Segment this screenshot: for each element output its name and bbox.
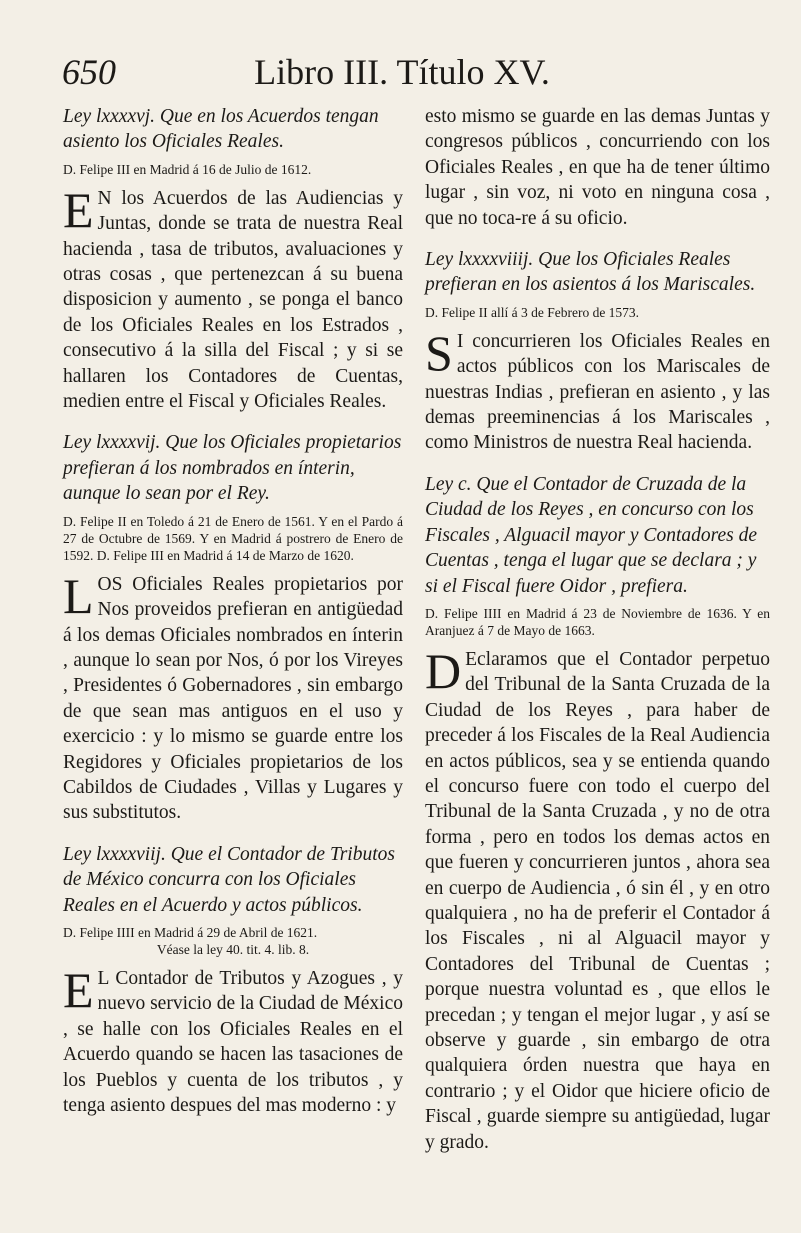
law-body: OS Oficiales Reales propietarios por Nos proveidos prefieran en antigüedad á los demas Oficiales nombrados en ínterin , aunque lo sean por Nos, ó por los Vireyes , Presidentes ó Gobernadores , sin embargo de que sean mas antiguos en el uso y exercicio : y lo mismo se guarde entre los Regidores y Oficiales propietarios de los Cabildos de Ciudades , Villas y Lugares y sus substitutos. (63, 573, 403, 824)
law-source: D. Felipe II allí á 3 de Febrero de 1573. (425, 304, 640, 320)
law-title: Ley lxxxxvij. Que los Oficiales propietarios prefieran á los nombrados en ínterin, aunque lo sean por el Rey. (63, 432, 402, 505)
drop-cap: D (425, 642, 462, 699)
continuation-text: esto mismo se guarde en las demas Juntas y congresos públicos , concurriendo con los Oficiales Reales , en que ha de tener último lugar , sin voz, ni voto en ninguna cosa , que no toca-re á su oficio. (425, 106, 770, 229)
drop-cap: E (63, 961, 94, 1018)
law-source-line: D. Felipe IIII en Madrid á 29 de Abril de 1621. (63, 924, 318, 940)
page-header (62, 48, 742, 96)
law-text (425, 642, 770, 1155)
law-text (63, 961, 403, 1118)
law-source (63, 924, 403, 958)
cross-reference: Véase la ley 40. tit. 4. lib. 8. (156, 941, 310, 957)
drop-cap: S (425, 324, 453, 381)
law-title: Ley lxxxxvj. Que en los Acuerdos tengan asiento los Oficiales Reales. (63, 106, 379, 153)
law-source: D. Felipe III en Madrid á 16 de Julio de 1612. (63, 161, 312, 177)
law-title: Ley lxxxxviij. Que el Contador de Tributos de México concurra con los Oficiales Reales en el Acuerdo y actos públicos. (63, 843, 395, 916)
law-body: N los Acuerdos de las Audiencias y Juntas, donde se trata de nuestra Real hacienda , tasa de tributos, avaluaciones y otras cosas , que pertenezcan á su buena disposicion y aumento , se ponga el banco de los Oficiales Reales en los Estrados , consecutivo á la silla del Fiscal ; y si se hallaren los Contadores de Cuentas, medien entre el Fiscal y Oficiales Reales. (63, 187, 403, 413)
law-text (63, 567, 403, 826)
drop-cap: L (63, 567, 94, 624)
left-column (63, 104, 403, 1134)
law-body: Eclaramos que el Contador perpetuo del Tribunal de la Santa Cruzada de la Ciudad de los Reyes , para haber de preceder á los Fiscales de la Real Audiencia en actos públicos, sea y se entienda quando el concurso fuere con todo el cuerpo del Tribunal de la Santa Cruzada , y no de otra forma , pero en todos los demas actos en que fueren y concurrieren juntos , ahora sea en cuerpo de Audiencia , ó sin él , y en otro qualquiera , no ha de preferir el Contador á los Fiscales , ni al Alguacil mayor y Contadores del Tribunal de Cuentas ; porque nuestra voluntad es , que ellos le precedan ; y tengan el mejor lugar , y así se observe y guarde , sin embargo de otra qualquiera órden nuestra que haya en contrario ; y el Oidor que hiciere oficio de Fiscal , guarde siempre su antigüedad, lugar y grado. (425, 648, 770, 1153)
law-text (63, 181, 403, 415)
right-column (425, 104, 770, 1171)
drop-cap: E (63, 181, 94, 238)
law-title: Ley c. Que el Contador de Cruzada de la Ciudad de los Reyes , en concurso con los Fiscales , Alguacil mayor y Contadores de Cuentas , tenga el lugar que se declara ; y si el Fiscal fuere Oidor , prefiera. (425, 473, 757, 597)
law-title: Ley lxxxxviiij. Que los Oficiales Reales prefieran en los asientos á los Mariscales. (425, 249, 756, 296)
law-text (425, 324, 770, 456)
law-source: D. Felipe IIII en Madrid á 23 de Noviembre de 1636. Y en Aranjuez á 7 de Mayo de 1663. (425, 605, 770, 638)
law-body: L Contador de Tributos y Azogues , y nuevo servicio de la Ciudad de México , se halle con los Oficiales Reales en el Acuerdo quando se hacen las tasaciones de los Pueblos y cuenta de los tributos , y tenga asiento despues del mas moderno : y (63, 967, 403, 1116)
running-title: Libro III. Título XV. (254, 52, 550, 92)
page-number: 650 (62, 52, 116, 92)
law-source: D. Felipe II en Toledo á 21 de Enero de 1561. Y en el Pardo á 27 de Octubre de 1569. Y en Madrid á postrero de Enero de 1592. D. Felipe III en Madrid á 14 de Marzo de 1620. (63, 513, 403, 563)
law-body: I concurrieren los Oficiales Reales en actos públicos con los Mariscales de nuestras Indias , prefieran en asiento , y las demas preeminencias á los Mariscales , como Ministros de nuestra Real hacienda. (425, 330, 770, 454)
